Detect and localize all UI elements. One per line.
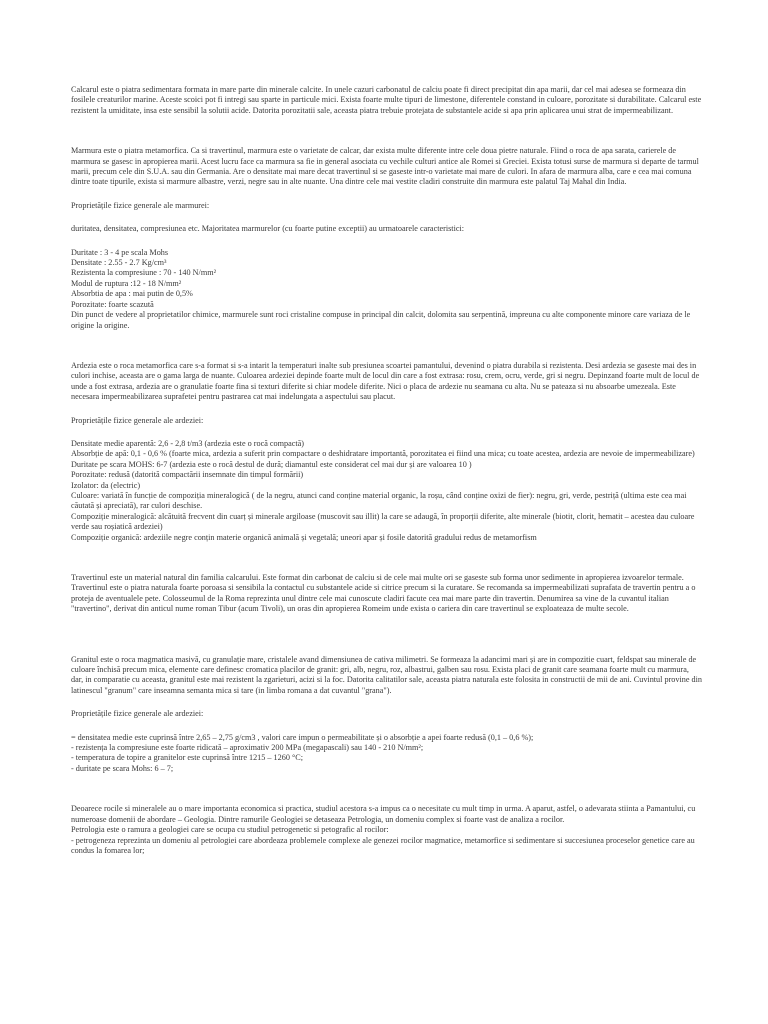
concluzie-paragraph: Deoarece rocile si mineralele au o mare importanta economica si practica, studiul acestora s-a impus ca o necesitate cu mult timp in urma. A aparut, astfel, o adevarata stiinta a Pamantului, cu numeroase domenii de abordare – Geologia. Dintre ramurile Geologiei se detaseaza Petrologia, un domeniu complex si foarte vast de analiza a rocilor. bbox=[71, 804, 696, 824]
marmura-props-title: Proprietățile fizice generale ale marmurei: bbox=[71, 200, 210, 210]
spacer bbox=[71, 331, 702, 361]
spacer bbox=[71, 426, 702, 439]
ardezie-prop-duritate: Duritate pe scara MOHS: 6-7 (ardezia este o rocă destul de dură; diamantul este considerat cel mai dur și are valoarea 10 ) bbox=[71, 459, 472, 469]
spacer bbox=[71, 211, 702, 224]
marmura-prop-absorbtie: Absorbtia de apa : mai putin de 0,5% bbox=[71, 289, 193, 299]
concluzie-petrologia-line: Petrologia este o ramura a geologiei care se ocupa cu studiul petrogenetic si petografic al rocilor: bbox=[71, 825, 389, 835]
ardezie-prop-compozitie-mineralogica: Compoziție mineralogică: alcătuită frecvent din cuarț și minerale argiloase (muscovit sau illit) la care se adaugă, în proporții diferite, alte minerale (biotit, clorit, hematit – acestea dau culoare verde sau roșiatică ardeziei) bbox=[71, 511, 695, 532]
marmura-intro: duritatea, densitatea, compresiunea etc. Majoritatea marmurelor (cu foarte putine exceptii) au urmatoarele caracteristici: bbox=[71, 224, 465, 234]
spacer bbox=[71, 774, 702, 804]
granit-paragraph: Granitul este o roca magmatica masivă, cu granulație mare, cristalele avand dimensiunea de cativa milimetri. Se formeaza la adancimi mari și are in compozitie cuart, feldspat sau minerale de culoare închisă precum mica, elemente care definesc cromatica placilor de granit: gri, alb, negru, roz, albastrui, galben sau rosu. Exista placi de granit care seamana foarte mult cu marmura, dar, in comparatie cu aceasta, granitul este mai rezistent la zgarieturi, acizi si la foc. Datorita calitatilor sale, aceasta piatra naturala este folosita in constructii de mii de ani. Cuvintul provine din latinescul "granum" care inseamna semanta mica si tare (in limba romana a dat cuvantul "grana"). bbox=[71, 654, 702, 695]
concluzie-petrogeneza-line: - petrogeneza reprezinta un domeniu al petrologiei care abordeaza problemele complexe ale genezei rocilor magmatice, metamorfice si sedimentare si succesiunea proceselor genetice care au condus la fomarea lor; bbox=[71, 835, 695, 855]
granit-prop-duritate: - duritate pe scara Mohs: 6 – 7; bbox=[71, 763, 174, 773]
granit-prop-topire: - temperatura de topire a granitelor este cuprinsă între 1215 – 1260 °C; bbox=[71, 753, 303, 763]
marmura-prop-porozitate: Porozitate: foarte scazută bbox=[71, 299, 154, 309]
ardezie-paragraph: Ardezia este o roca metamorfica care s-a format si s-a intarit la temperaturi inalte sub presiunea scoartei pamantului, devenind o piatra durabila si rezistenta. Desi ardezia se gaseste mai des in culori inchise, aceasta are o gama larga de nuante. Culoarea ardeziei depinde foarte mult de locul din care a fost extrasa: rosu, crem, ocru, verde, gri si negru. Depinzand foarte mult de locul de unde a fost extrasa, ardezia are o granulatie foarte fina si texturi diferite si chiar modele diferite. Nici o placa de ardezie nu seamana cu alta. Nu se pateaza si nu absoarbe umezeala. Este necesara impermeabilizarea suprafetei pentru pastrarea cat mai indelungata a aspectului sau placut. bbox=[71, 360, 700, 402]
granit-prop-densitate: = densitatea medie este cuprinsă între 2,65 – 2,75 g/cm3 , valori care impun o permeabilitate și o absorbție a apei foarte redusă (0,1 – 0,6 %); bbox=[71, 732, 534, 742]
marmura-prop-chimice: Din punct de vedere al proprietatilor chimice, marmurele sunt roci cristaline compuse in principal din calcit, dolomita sau serpentină, impreuna cu alte componente minore care variaza de le origine la origine. bbox=[71, 310, 691, 330]
marmura-prop-duritate: Duritate : 3 - 4 pe scala Mohs bbox=[71, 247, 169, 257]
marmura-paragraph: Marmura este o piatra metamorfica. Ca si travertinul, marmura este o varietate de calcar, dar exista multe diferente intre cele doua pietre naturale. Fiind o roca de apa sarata, carierele de marmura se gasesc in apropierea marii. Acest lucru face ca marmura sa fie in general asociata cu vechile culturi antice ale Romei si Greciei. Exista totusi surse de marmura si departe de tarmul marii, precum cele din S.U.A. sau din Germania. Are o densitate mai mare decat travertinul si se gaseste intr-o varietate mai mare de culori. In afara de marmura alba, care e cea mai comuna dintre toate tipurile, exista si marmure albastre, verzi, negre sau in alte nuante. Una dintre cele mai vestite cladiri construite din marmura este palatul Taj Mahal din India. bbox=[71, 146, 699, 187]
spacer bbox=[71, 235, 702, 248]
document-page bbox=[71, 85, 702, 856]
ardezie-prop-izolator: Izolator: da (electric) bbox=[71, 480, 141, 490]
calcar-paragraph: Calcarul este o piatra sedimentara formata in mare parte din minerale calcite. In unele cazuri carbonatul de calciu poate fi direct precipitat din apa marii, dar cel mai adesea se formeaza din fosilele creaturilor marine. Aceste scoici pot fi intregi sau sparte in particule mici. Exista foarte multe tipuri de limestone, diferentele constand in culoare, porozitate si durabilitate. Calcarul este rezistent la umiditate, insa este sensibil la solutii acide. Datorita porozitatii sale, aceasta piatra trebuie protejata de substantele acide si apa prin aplicarea unui strat de impermeabilizant. bbox=[71, 85, 702, 115]
ardezie-prop-absorbtie: Absorbție de apă: 0,1 - 0,6 % (foarte mica, ardezia a suferit prin compactare o deshidratare importantă, porozitatea ei fiind una mica; cu toate acestea, ardezia are nevoie de impermeabilizare) bbox=[71, 449, 695, 459]
spacer bbox=[71, 116, 702, 146]
granit-props-title: Proprietățile fizice generale ale ardeziei: bbox=[71, 709, 204, 719]
marmura-prop-compresiune: Rezistenta la compresiune : 70 - 140 N/mm² bbox=[71, 268, 217, 278]
spacer bbox=[71, 720, 702, 733]
ardezie-props-title: Proprietățile fizice generale ale ardeziei: bbox=[71, 415, 204, 425]
spacer bbox=[71, 403, 702, 416]
spacer bbox=[71, 696, 702, 709]
spacer bbox=[71, 543, 702, 573]
spacer bbox=[71, 645, 702, 655]
marmura-prop-ruptura: Modul de ruptura :12 - 18 N/mm² bbox=[71, 278, 182, 288]
granit-prop-compresiune: - rezistența la compresiune este foarte ridicată – aproximativ 200 MPa (megapascali) sau 140 - 210 N/mm²; bbox=[71, 743, 424, 753]
marmura-prop-densitate: Densitate : 2.55 - 2.7 Kg/cm³ bbox=[71, 258, 167, 268]
spacer bbox=[71, 188, 702, 201]
ardezie-prop-porozitate: Porozitate: redusă (datorită compactării insemnate din timpul formării) bbox=[71, 470, 304, 480]
spacer bbox=[71, 615, 702, 645]
ardezie-prop-compozitie-organica: Compoziție organică: ardeziile negre conțin materie organică animală și vegetală; uneori apar și fosile datorită gradului redus de metamorfism bbox=[71, 532, 537, 542]
ardezie-prop-culoare: Culoare: variată în funcție de compoziția mineralogică ( de la negru, atunci cand conține material organic, la roșu, când conține oxizi de fier): negru, gri, verde, pestriță (ultima este cea mai căutată și apreciată), rar culori deschise. bbox=[71, 490, 687, 511]
ardezie-prop-densitate: Densitate medie aparentă: 2,6 - 2,8 t/m3 (ardezia este o rocă compactă) bbox=[71, 438, 305, 448]
travertin-paragraph: Travertinul este un material natural din familia calcarului. Este format din carbonat de calciu si de cele mai multe ori se gaseste sub forma unor sedimente in apropierea izvoarelor termale. Travertinul este o piatra naturala foarte poroasa si sensibila la contactul cu substantele acide si citrice precum si la curatare. Se recomanda sa impermeabilizati suprafata de travertin pentru a o proteja de aventualele pete. Colosseumul de la Roma reprezinta unul dintre cele mai cunoscute cladiri facute cea mai mare parte din travertin. Denumirea sa vine de la cuvantul italian "travertino", derivat din anticul nume roman Tibur (acum Tivoli), un oras din apropierea Romeim unde exista o cariera din care travertinul se exploateaza de multe secole. bbox=[71, 573, 696, 614]
